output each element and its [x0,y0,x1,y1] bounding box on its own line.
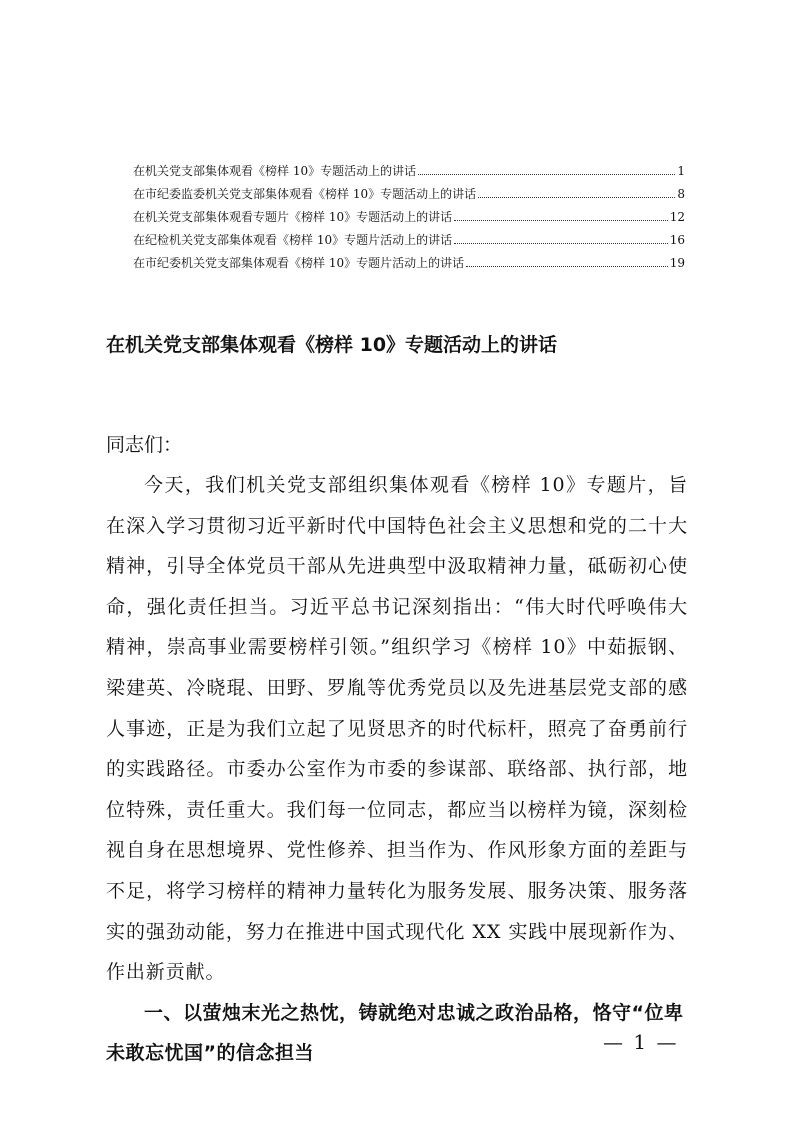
toc-entry-title: 在市纪委机关党支部集体观看《榜样 10》专题片活动上的讲话 [133,256,465,270]
toc-leader-dots [454,220,668,221]
toc-entry[interactable] [133,252,685,275]
toc-entry[interactable] [133,229,685,252]
salutation: 同志们： [106,434,183,456]
section-heading: 一、以萤烛末光之热忱，铸就绝对忠诚之政治品格，恪守“位卑未敢忘忧国”的信念担当 [106,1001,684,1064]
toc-entry-page: 16 [669,233,685,247]
toc-entry[interactable] [133,160,685,183]
page-number: — 1 — [603,1030,679,1054]
toc-entry-title: 在机关党支部集体观看《榜样 10》专题活动上的讲话 [133,164,417,178]
toc-leader-dots [478,197,675,198]
toc-entry[interactable] [133,206,685,229]
toc-entry-page: 12 [669,210,685,224]
document-body [106,425,688,1073]
toc-entry-page: 8 [677,187,685,201]
body-paragraph: 今天，我们机关党支部组织集体观看《榜样 10》专题片，旨在深入学习贯彻习近平新时代中国特色社会主义思想和党的二十大精神，引导全体党员干部从先进典型中汲取精神力量，砥砺初心使命，强化责任担当。习近平总书记深刻指出：“伟大时代呼唤伟大精神，崇高事业需要榜样引领。”组织学习《榜样 10》中茹振钢、梁建英、冷晓琨、田野、罗胤等优秀党员以及先进基层党支部的感人事迹，正是为我们立起了见贤思齐的时代标杆，照亮了奋勇前行的实践路径。市委办公室作为市委的参谋部、联络部、执行部，地位特殊，责任重大。我们每一位同志，都应当以榜样为镜，深刻检视自身在思想境界、党性修养、担当作为、作风形象方面的差距与不足，将学习榜样的精神力量转化为服务发展、服务决策、服务落实的强劲动能，努力在推进中国式现代化 XX 实践中展现新作为、作出新贡献。 [106,474,688,984]
table-of-contents [133,160,685,275]
document-title: 在机关党支部集体观看《榜样 10》专题活动上的讲话 [106,334,558,356]
toc-leader-dots [466,266,668,267]
toc-entry-page: 1 [677,164,685,178]
toc-entry-title: 在市纪委监委机关党支部集体观看《榜样 10》专题活动上的讲话 [133,187,477,201]
toc-leader-dots [454,243,668,244]
toc-entry[interactable] [133,183,685,206]
toc-entry-page: 19 [669,256,685,270]
toc-entry-title: 在机关党支部集体观看专题片《榜样 10》专题活动上的讲话 [133,210,453,224]
toc-entry-title: 在纪检机关党支部集体观看《榜样 10》专题片活动上的讲话 [133,233,453,247]
toc-leader-dots [418,174,675,175]
